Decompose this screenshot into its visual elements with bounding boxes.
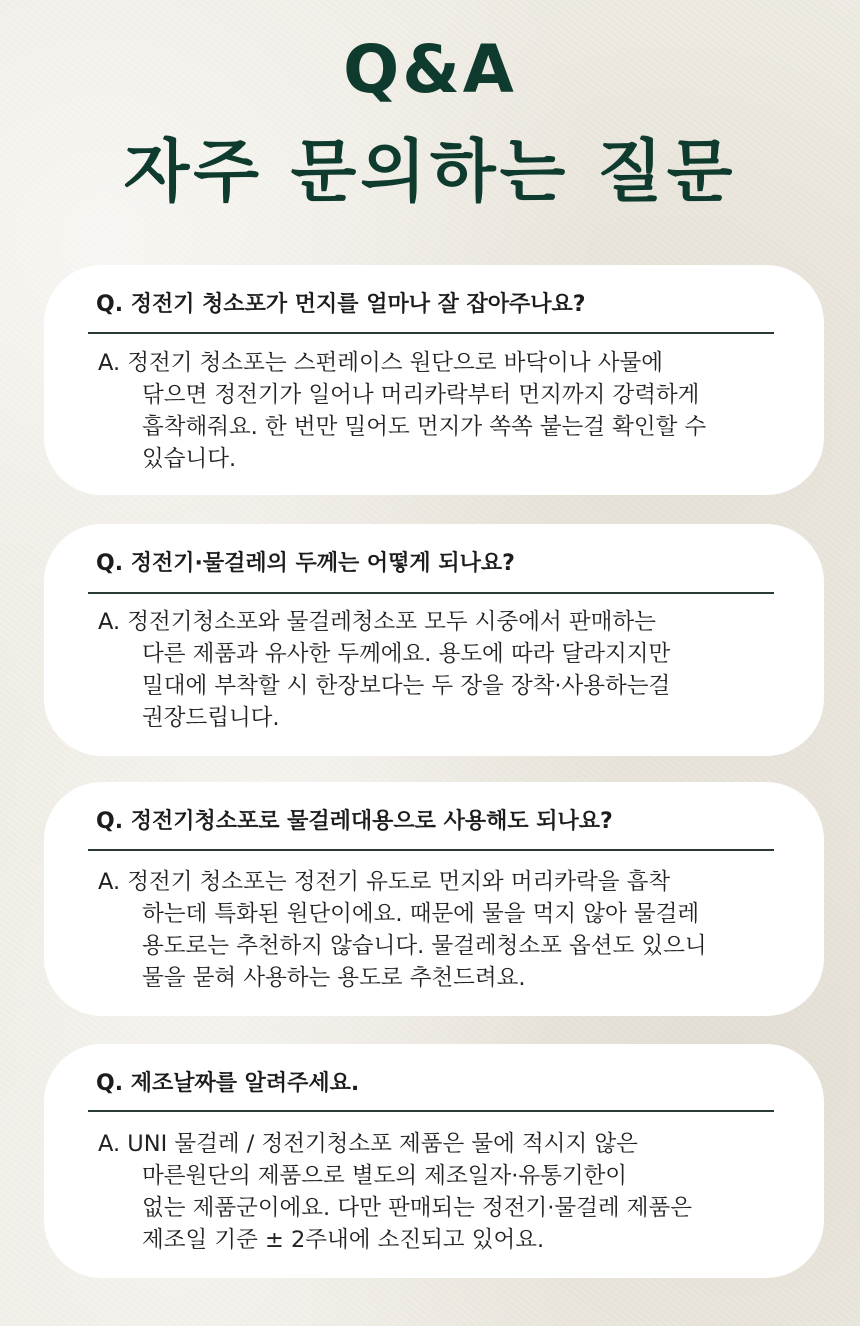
qa-answer (98, 1128, 808, 1256)
page-title: Q&A (343, 31, 517, 108)
qa-divider (88, 1110, 774, 1112)
qa-card-2 (44, 524, 824, 756)
answer-line: A. 정전기 청소포는 스펀레이스 원단으로 바닥이나 사물에 (98, 350, 663, 376)
qa-card-4 (44, 1044, 824, 1278)
answer-line: 다른 제품과 유사한 두께에요. 용도에 따라 달라지지만 (142, 641, 671, 667)
qa-divider (88, 592, 774, 594)
answer-line: A. UNI 물걸레 / 정전기청소포 제품은 물에 적시지 않은 (98, 1131, 638, 1157)
qa-answer (98, 347, 808, 475)
answer-line: 하는데 특화된 원단이에요. 때문에 물을 먹지 않아 물걸레 (142, 901, 700, 927)
qa-answer (98, 866, 808, 994)
answer-line: 없는 제품군이에요. 다만 판매되는 정전기·물걸레 제품은 (142, 1195, 692, 1221)
answer-line: 마른원단의 제품으로 별도의 제조일자·유통기한이 (142, 1163, 628, 1189)
answer-line: 닦으면 정전기가 일어나 머리카락부터 먼지까지 강력하게 (142, 382, 700, 408)
answer-line: 있습니다. (142, 446, 237, 472)
qa-question: Q. 정전기 청소포가 먼지를 얼마나 잘 잡아주나요? (96, 292, 586, 317)
qa-card-1 (44, 265, 824, 495)
page-subtitle: 자주 문의하는 질문 (123, 133, 737, 212)
qa-question: Q. 정전기청소포로 물걸레대용으로 사용해도 되나요? (96, 809, 613, 834)
answer-line: 제조일 기준 ± 2주내에 소진되고 있어요. (142, 1227, 545, 1253)
answer-line: A. 정전기청소포와 물걸레청소포 모두 시중에서 판매하는 (98, 609, 656, 635)
answer-line: 용도로는 추천하지 않습니다. 물걸레청소포 옵션도 있으니 (142, 933, 707, 959)
answer-line: 밀대에 부착할 시 한장보다는 두 장을 장착·사용하는걸 (142, 673, 671, 699)
answer-line: 물을 묻혀 사용하는 용도로 추천드려요. (142, 965, 526, 991)
qa-divider (88, 332, 774, 334)
qa-question: Q. 정전기·물걸레의 두께는 어떻게 되나요? (96, 551, 515, 576)
answer-line: 흡착해줘요. 한 번만 밀어도 먼지가 쏙쏙 붙는걸 확인할 수 (142, 414, 707, 440)
qa-card-3 (44, 782, 824, 1016)
answer-line: 권장드립니다. (142, 705, 280, 731)
qa-question: Q. 제조날짜를 알려주세요. (96, 1071, 360, 1096)
answer-line: A. 정전기 청소포는 정전기 유도로 먼지와 머리카락을 흡착 (98, 869, 671, 895)
qa-divider (88, 849, 774, 851)
qa-answer (98, 606, 808, 734)
